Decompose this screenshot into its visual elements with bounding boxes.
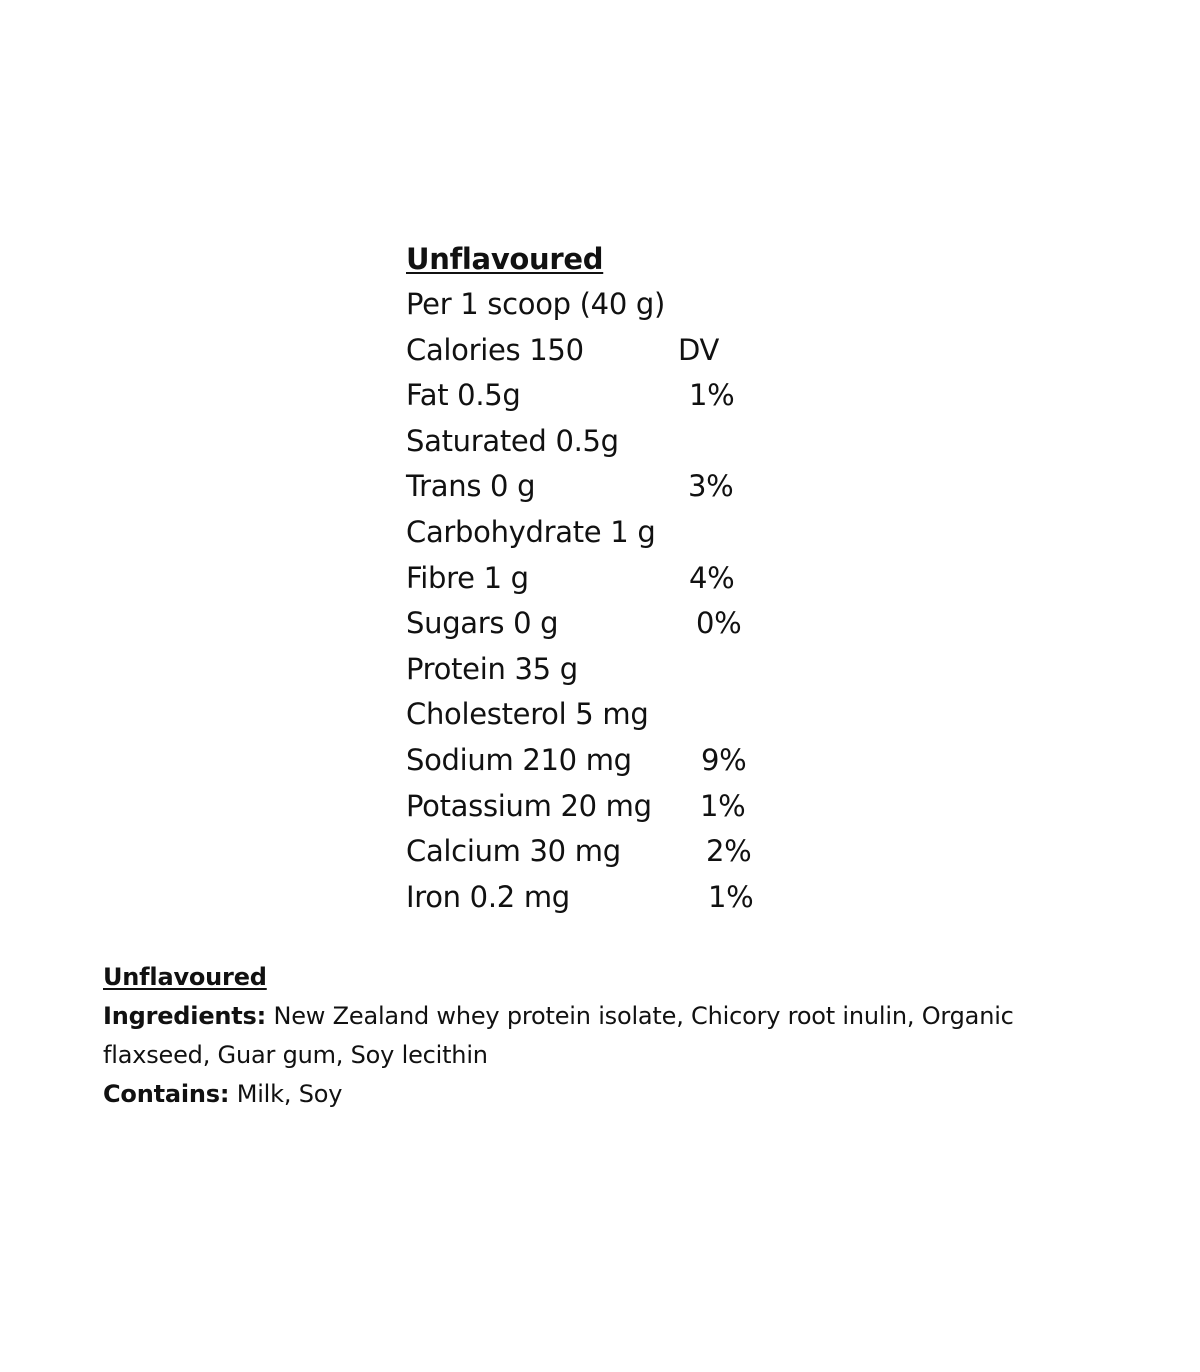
nutrient-label: Fat 0.5g (406, 378, 521, 413)
ingredients-title: Unflavoured (103, 963, 267, 991)
nutrient-label: Calories 150 (406, 332, 584, 367)
nutrient-row (406, 784, 826, 830)
nutrient-label: Cholesterol 5 mg (406, 697, 649, 732)
ingredients-list (103, 997, 1103, 1075)
nutrient-dv: 1% (689, 378, 735, 413)
serving-size: Per 1 scoop (40 g) (406, 287, 666, 321)
nutrient-dv: 3% (688, 469, 734, 504)
ingredients-label: Ingredients: (103, 1002, 267, 1030)
nutrient-label: Sugars 0 g (406, 606, 559, 641)
nutrient-row (406, 875, 826, 921)
nutrient-row (406, 601, 826, 647)
nutrition-facts (406, 236, 826, 920)
nutrient-dv: 1% (700, 788, 746, 823)
nutrition-title: Unflavoured (406, 242, 604, 276)
nutrient-dv: 9% (701, 742, 747, 777)
nutrient-label: Carbohydrate 1 g (406, 514, 656, 549)
nutrient-label: Calcium 30 mg (406, 834, 621, 869)
nutrient-row (406, 829, 826, 875)
contains-text: Milk, Soy (229, 1080, 343, 1108)
nutrient-label: Iron 0.2 mg (406, 879, 570, 914)
nutrient-row (406, 738, 826, 784)
nutrient-label: Sodium 210 mg (406, 742, 632, 777)
nutrient-label: Protein 35 g (406, 651, 578, 686)
nutrient-row (406, 464, 826, 510)
nutrient-row (406, 692, 826, 738)
nutrient-dv: 1% (708, 879, 754, 914)
nutrient-row (406, 373, 826, 419)
contains-label: Contains: (103, 1080, 230, 1108)
nutrient-row (406, 328, 826, 374)
nutrient-row (406, 647, 826, 693)
nutrient-label: Fibre 1 g (406, 560, 529, 595)
nutrient-dv: 4% (689, 560, 735, 595)
ingredients-section (103, 958, 1103, 1114)
nutrient-label: Trans 0 g (406, 469, 536, 504)
nutrient-dv: 0% (696, 606, 742, 641)
allergens-list (103, 1075, 1103, 1114)
ingredients-text: New Zealand whey protein isolate, Chicory root inulin, Organic flaxseed, Guar gum, Soy lecithin (103, 1002, 1014, 1069)
nutrient-label: Saturated 0.5g (406, 423, 619, 458)
nutrient-dv: 2% (706, 834, 752, 869)
nutrient-row (406, 419, 826, 465)
nutrient-row (406, 510, 826, 556)
nutrient-dv: DV (678, 332, 720, 367)
nutrient-row (406, 556, 826, 602)
nutrient-label: Potassium 20 mg (406, 788, 652, 823)
